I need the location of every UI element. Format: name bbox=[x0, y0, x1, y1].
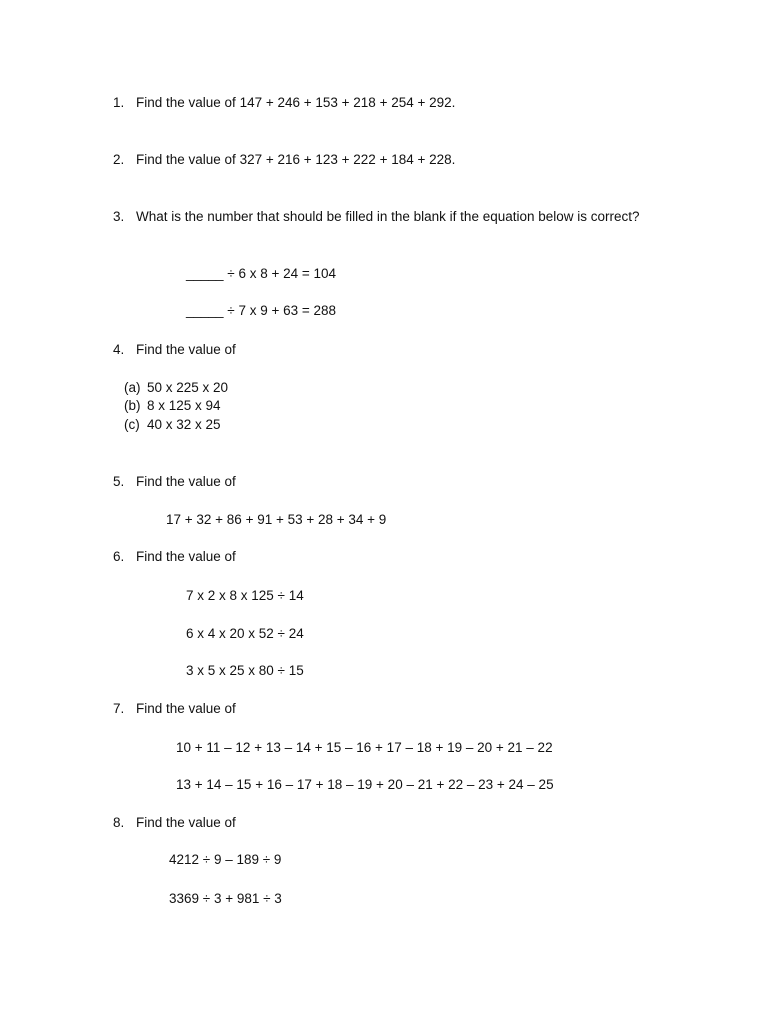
question-5-expression: 17 + 32 + 86 + 91 + 53 + 28 + 34 + 9 bbox=[166, 512, 387, 527]
question-5-number: 5. bbox=[113, 474, 125, 489]
question-4c-expression: 40 x 32 x 25 bbox=[147, 417, 221, 432]
question-8-expression-2: 3369 ÷ 3 + 981 ÷ 3 bbox=[169, 891, 282, 906]
question-7-expression-2: 13 + 14 – 15 + 16 – 17 + 18 – 19 + 20 – 21 + 22 – 23 + 24 – 25 bbox=[176, 777, 554, 792]
question-7-text: Find the value of bbox=[136, 701, 236, 716]
question-4b-expression: 8 x 125 x 94 bbox=[147, 398, 221, 413]
question-6-expression-1: 7 x 2 x 8 x 125 ÷ 14 bbox=[186, 588, 304, 603]
question-8-number: 8. bbox=[113, 815, 125, 830]
question-8-expression-1: 4212 ÷ 9 – 189 ÷ 9 bbox=[169, 852, 282, 867]
question-4a-expression: 50 x 225 x 20 bbox=[147, 380, 229, 395]
question-4-number: 4. bbox=[113, 342, 125, 357]
question-1-number: 1. bbox=[113, 95, 125, 110]
question-3-number: 3. bbox=[113, 209, 125, 224]
question-4a-label: (a) bbox=[124, 380, 141, 395]
question-7-number: 7. bbox=[113, 701, 125, 716]
question-6-expression-3: 3 x 5 x 25 x 80 ÷ 15 bbox=[186, 663, 304, 678]
question-4c-label: (c) bbox=[124, 417, 140, 432]
question-8-text: Find the value of bbox=[136, 815, 236, 830]
question-6-expression-2: 6 x 4 x 20 x 52 ÷ 24 bbox=[186, 626, 304, 641]
question-2-number: 2. bbox=[113, 152, 125, 167]
question-7-expression-1: 10 + 11 – 12 + 13 – 14 + 15 – 16 + 17 – 18 + 19 – 20 + 21 – 22 bbox=[176, 740, 553, 755]
question-1-text: Find the value of 147 + 246 + 153 + 218 + 254 + 292. bbox=[136, 95, 456, 110]
question-6-number: 6. bbox=[113, 549, 125, 564]
question-3-text: What is the number that should be filled in the blank if the equation below is correct? bbox=[136, 209, 640, 224]
question-6-text: Find the value of bbox=[136, 549, 236, 564]
question-4-text: Find the value of bbox=[136, 342, 236, 357]
question-5-text: Find the value of bbox=[136, 474, 236, 489]
question-3-equation-2: _____ ÷ 7 x 9 + 63 = 288 bbox=[186, 303, 337, 318]
question-4b-label: (b) bbox=[124, 398, 141, 413]
question-3-equation-1: _____ ÷ 6 x 8 + 24 = 104 bbox=[186, 266, 337, 281]
question-2-text: Find the value of 327 + 216 + 123 + 222 + 184 + 228. bbox=[136, 152, 456, 167]
